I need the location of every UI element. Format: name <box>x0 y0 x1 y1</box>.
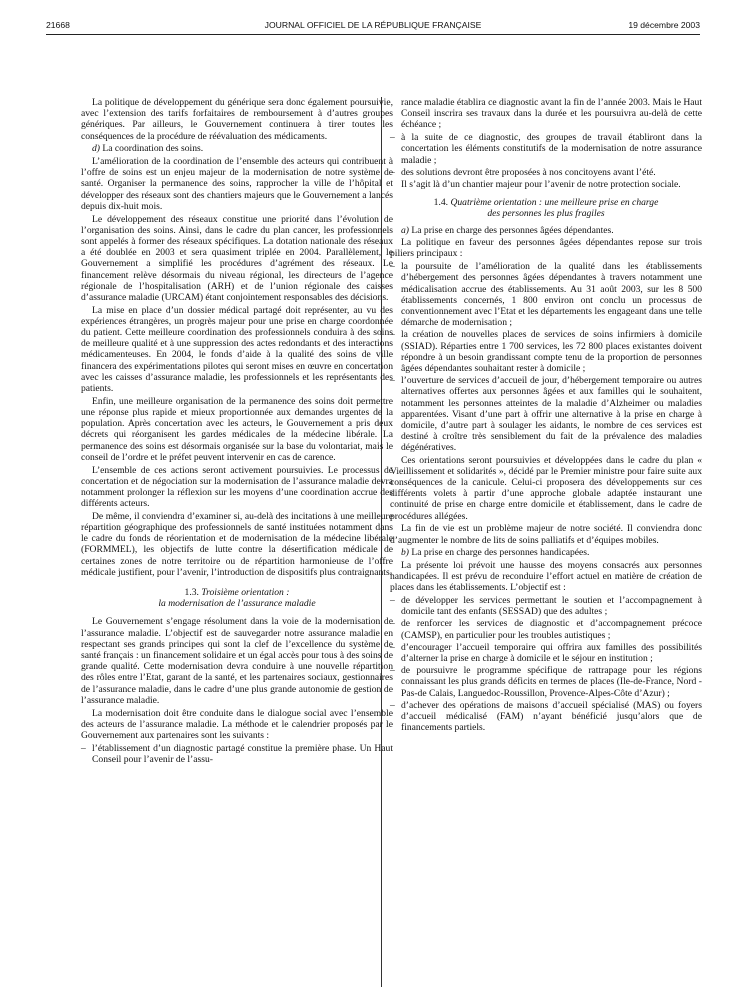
section-heading <box>81 587 393 609</box>
list-item: – de développer les services permettant le soutien et l’accompagnement à domicile tant des enfants (SESSAD) que des adultes ; <box>390 595 702 617</box>
paragraph: La politique en faveur des personnes âgées dépendantes repose sur trois piliers principaux : <box>390 237 702 260</box>
section-number: 1.3. <box>184 587 199 599</box>
section-title-line1: Quatrième orientation : une meilleure prise en charge <box>450 197 659 209</box>
paragraph: L’ensemble de ces actions seront activement poursuivies. Le processus de concertation et de négociation sur la modernisation de l’assurance maladie devra notamment prolonger la réflexion sur les moyens d’une coordination accrue des différents acteurs. <box>81 464 393 510</box>
section-number: 1.4. <box>433 197 449 209</box>
list-item: – de renforcer les services de diagnostic et d’accompagnement précoce (CAMSP), en particulier pour les troubles autistiques ; <box>390 618 702 640</box>
subsection-heading <box>390 225 702 236</box>
list-item: – l’établissement d’un diagnostic partagé constitue la première phase. Un Haut Conseil pour l’avenir de l’assu- <box>81 743 393 765</box>
subsection-label: b) <box>401 547 409 559</box>
list-item: – d’encourager l’accueil temporaire qui offrira aux familles des possibilités d’alterner la prise en charge à domicile et le séjour en institution ; <box>390 642 702 664</box>
paragraph: La modernisation doit être conduite dans le dialogue social avec l’ensemble des acteurs de l’assurance maladie. La méthode et le calendrier proposés par le Gouvernement aux partenaires sont les suivants : <box>81 707 393 741</box>
list-item: – l’ouverture de services d’accueil de jour, d’hébergement temporaire ou autres alternatives offertes aux personnes âgées et aux familles qui le souhaitent, notamment les personnes atteintes de la maladie d’Alzheimer ou maladies apparentées. Visant d’une part à offrir une alternative à la prise en charge à domicile, d’autre part à soulager les aidants, le nombre de ces services est destiné à croître très sensiblement du fait de la prévalence des maladies dégénératives. <box>390 375 702 453</box>
paragraph: L’amélioration de la coordination de l’ensemble des acteurs qui contribuent à l’offre de soins est un enjeu majeur de la modernisation de notre système de santé. Organiser la permanence des soins, rapprocher la ville de l’hôpital et développer des réseaux sont des chantiers majeurs que le Gouvernement a lancés depuis dix-huit mois. <box>81 156 393 212</box>
paragraph: La fin de vie est un problème majeur de notre société. Il conviendra donc d’augmenter le nombre de lits de soins palliatifs et d’équipes mobiles. <box>390 523 702 546</box>
section-title-line2: la modernisation de l’assurance maladie <box>158 598 316 610</box>
publication-date: 19 décembre 2003 <box>628 20 700 30</box>
bullet-list <box>390 595 702 733</box>
list-item-continuation: rance maladie établira ce diagnostic avant la fin de l’année 2003. Mais le Haut Conseil inscrira ses travaux dans la durée et les poursuivra au-delà de cette échéance ; <box>401 97 703 131</box>
list-item: – de poursuivre le programme spécifique de rattrapage pour les régions connaissant les plus grands déficits en termes de places (Ile-de-France, Nord - Pas-de Calais, Languedoc-Roussillon, Provence-Alpes-Côte d’Azur) ; <box>390 665 702 699</box>
bullet-list <box>390 261 702 453</box>
paragraph: Il s’agit là d’un chantier majeur pour l’avenir de notre protection sociale. <box>401 178 681 190</box>
paragraph: Enfin, une meilleure organisation de la permanence des soins doit permettre une réponse plus rapide et mieux proportionnée aux demandes urgentes de la population. Après concertation avec les acteurs, le Gouvernement a pris deux décrets qui réorganisent les gardes médicales de la médecine libérale. La permanence des soins est désormais organisée sur la base du volontariat, mais le conseil de l’ordre et le préfet peuvent intervenir en cas de carence. <box>81 395 393 463</box>
paragraph: Ces orientations seront poursuivies et développées dans le cadre du plan « Vieillissement et solidarités », décidé par le Premier ministre pour faire suite aux conséquences de la canicule. Celui-ci proposera des développements sur ces différents volets à partir d’une approche globale adaptée instaurant une continuité de prise en charge entre domicile et établissement, dans le cadre de procédures allégées. <box>390 454 702 522</box>
paragraph: De même, il conviendra d’examiner si, au-delà des incitations à une meilleure répartition géographique des professionnels de santé instituées notamment dans le cadre du fonds de réorientation et de modernisation de la médecine libérale (FORMMEL), les objectifs de lutte contre la désertification médicale de certaines zones de notre territoire ou de répartition harmonieuse de l’offre médicale justifient, pour l’avenir, l’introduction de dispositifs plus contraignants. <box>81 510 393 578</box>
list-item: – des solutions devront être proposées à nos concitoyens avant l’été. <box>390 167 702 178</box>
left-column <box>81 97 393 766</box>
right-column <box>390 97 702 734</box>
paragraph: Le Gouvernement s’engage résolument dans la voie de la modernisation de l’assurance maladie. L’objectif est de sauvegarder notre assurance maladie en respectant ses grands principes qui sont la clef de l’excellence du système de santé français : un financement solidaire et un égal accès pour tous à des soins de grande qualité. Cette modernisation devra conduire à une nouvelle répartition des rôles entre l’Etat, garant de la santé, et les partenaires sociaux, gestionnaires de l’assurance maladie, dans le cadre d’une plus grande autonomie de gestion de l’assurance maladie. <box>81 616 393 706</box>
list-item: – à la suite de ce diagnostic, des groupes de travail établiront dans la concertation les éléments constitutifs de la modernisation de notre assurance maladie ; <box>390 132 702 166</box>
subsection-title: La prise en charge des personnes handicapées. <box>411 547 590 559</box>
paragraph: La mise en place d’un dossier médical partagé doit représenter, au vu des expériences étrangères, un progrès majeur pour une prise en charge coordonnée du patient. Cette meilleure coordination des professionnels conduira à des soins de meilleure qualité et à une suppression des actes redondants et des interactions médicamenteuses. En 2004, le fonds d’aide à la qualité des soins de ville financera des expérimentations pilotes qui seront mises en œuvre en concertation avec les caisses d’assurance maladie, les professionnels et les représentants des patients. <box>81 304 393 395</box>
bullet-list <box>390 132 702 178</box>
list-item: – d’achever des opérations de maisons d’accueil spécialisé (MAS) ou foyers d’accueil médicalisé (FAM) n’ayant bénéficié jusqu’alors que de financements partiels. <box>390 700 702 734</box>
journal-title: JOURNAL OFFICIEL DE LA RÉPUBLIQUE FRANÇAISE <box>264 20 482 30</box>
subsection-heading <box>81 143 393 154</box>
subsection-title: La prise en charge des personnes âgées dépendantes. <box>411 224 614 236</box>
subsection-title: La coordination des soins. <box>102 143 204 155</box>
subsection-label: a) <box>401 224 409 236</box>
list-item: – la création de nouvelles places de services de soins infirmiers à domicile (SSIAD). Réparties entre 1 700 services, les 72 800 places existantes doivent répondre à un besoin grandissant compte tenu de la proportion de personnes âgées dépendantes souhaitant rester à domicile ; <box>390 329 702 374</box>
bullet-list <box>81 743 393 765</box>
subsection-label: d) <box>92 143 100 155</box>
paragraph: La politique de développement du générique sera donc également poursuivie, avec l’extension des tarifs forfaitaires de remboursement à d’autres groupes génériques. Par ailleurs, le Gouvernement continuera à tirer toutes les conséquences de la procédure de réévaluation des médicaments. <box>81 97 393 142</box>
section-title-line2: des personnes les plus fragiles <box>487 208 605 220</box>
page-number: 21668 <box>46 20 70 30</box>
subsection-heading <box>390 547 702 558</box>
header-rule <box>46 34 700 35</box>
paragraph: La présente loi prévoit une hausse des moyens consacrés aux personnes handicapées. Il est prévu de reconduire l’effort actuel en matière de création de places dans les établissements. L’objectif est : <box>390 559 702 594</box>
list-item: – la poursuite de l’amélioration de la qualité dans les établissements d’hébergement des personnes âgées dépendantes à travers notamment une médicalisation accrue des établissements. Au 31 août 2003, sur les 8 500 établissements concernés, 1 800 environ ont conclu un processus de conventionnement avec l’Etat et les départements les engageant dans une telle démarche de modernisation ; <box>390 261 702 328</box>
paragraph: Le développement des réseaux constitue une priorité dans l’évolution de l’organisation des soins. Ainsi, dans le cadre du plan cancer, les professionnels sont appelés à former des réseaux spécifiques. La dotation nationale des réseaux a été doublée en 2003 et sera quasiment triplée en 2004. Parallèlement, le Gouvernement a simplifié les procédures d’agrément des réseaux. Le financement relève désormais du niveau régional, les directeurs de l’agence régionale de l’hospitalisation (ARH) et de l’union régionale des caisses d’assurance maladie (URCAM) étant conjointement responsables des décisions. <box>81 213 393 303</box>
section-heading <box>390 197 702 219</box>
section-title-line1: Troisième orientation : <box>201 587 290 599</box>
